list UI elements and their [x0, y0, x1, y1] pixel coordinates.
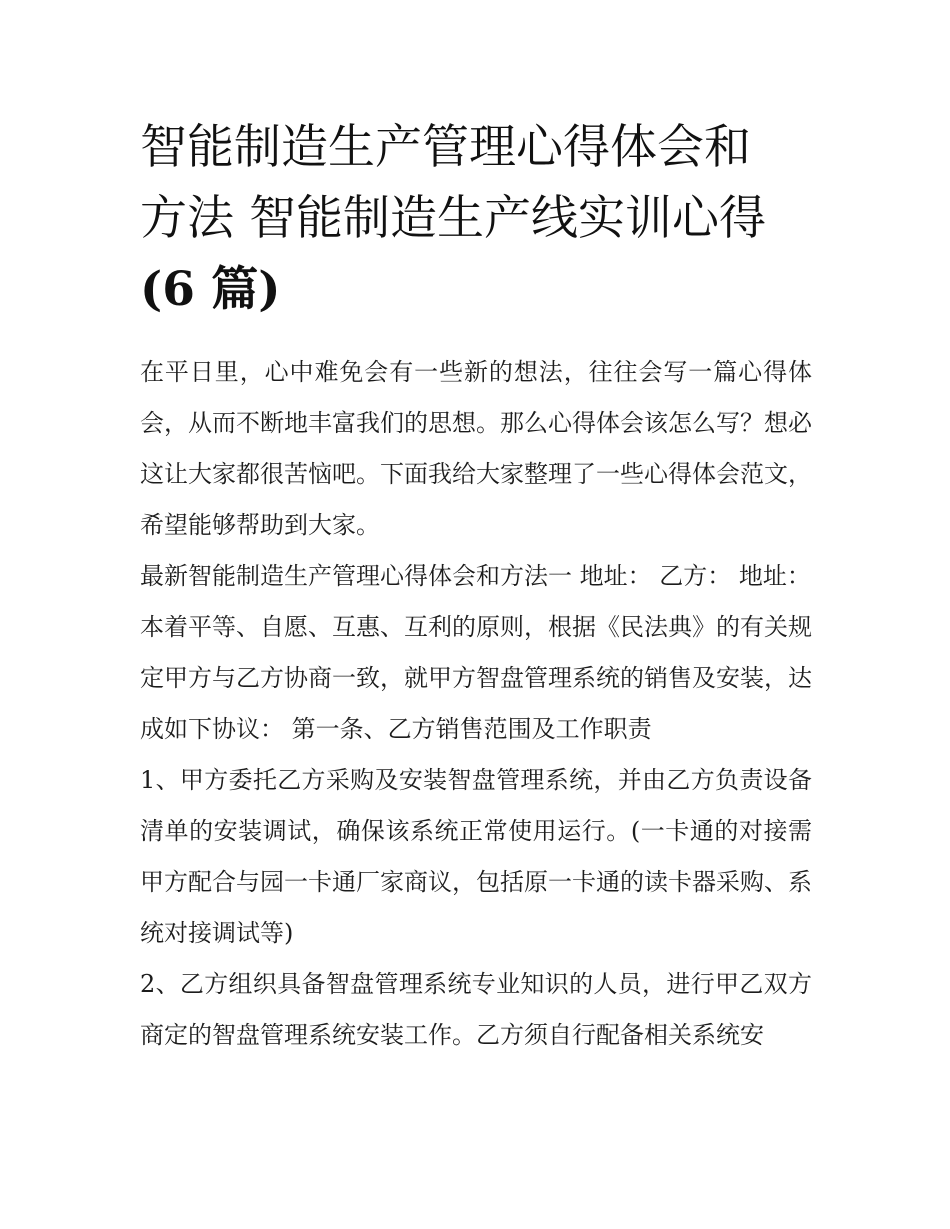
clause-1-paragraph: 1、甲方委托乙方采购及安装智盘管理系统，并由乙方负责设备清单的安装调试，确保该系统正常使用运行。(一卡通的对接需甲方配合与园一卡通厂家商议，包括原一卡通的读卡器采购、系统对接调试等): [140, 766, 812, 947]
agreement-paragraph: 本着平等、自愿、互惠、互利的原则，根据《民法典》的有关规定甲方与乙方协商一致，就甲方智盘管理系统的销售及安装，达成如下协议： 第一条、乙方销售范围及工作职责: [140, 613, 812, 743]
intro-paragraph: 在平日里，心中难免会有一些新的想法，往往会写一篇心得体会，从而不断地丰富我们的思想。那么心得体会该怎么写？想必这让大家都很苦恼吧。下面我给大家整理了一些心得体会范文，希望能够帮助到大家。: [140, 358, 812, 539]
clause-2-paragraph: 2、乙方组织具备智盘管理系统专业知识的人员，进行甲乙双方商定的智盘管理系统安装工作。乙方须自行配备相关系统安: [140, 970, 812, 1049]
document-body: [140, 112, 812, 1061]
title-line-3: (6 篇): [140, 262, 281, 317]
title-line-1: 智能制造生产管理心得体会和: [140, 120, 751, 175]
document-title: [140, 112, 812, 325]
address-paragraph: 最新智能制造生产管理心得体会和方法一 地址： 乙方： 地址：: [140, 562, 811, 590]
title-line-2: 方法 智能制造生产线实训心得: [140, 191, 766, 246]
